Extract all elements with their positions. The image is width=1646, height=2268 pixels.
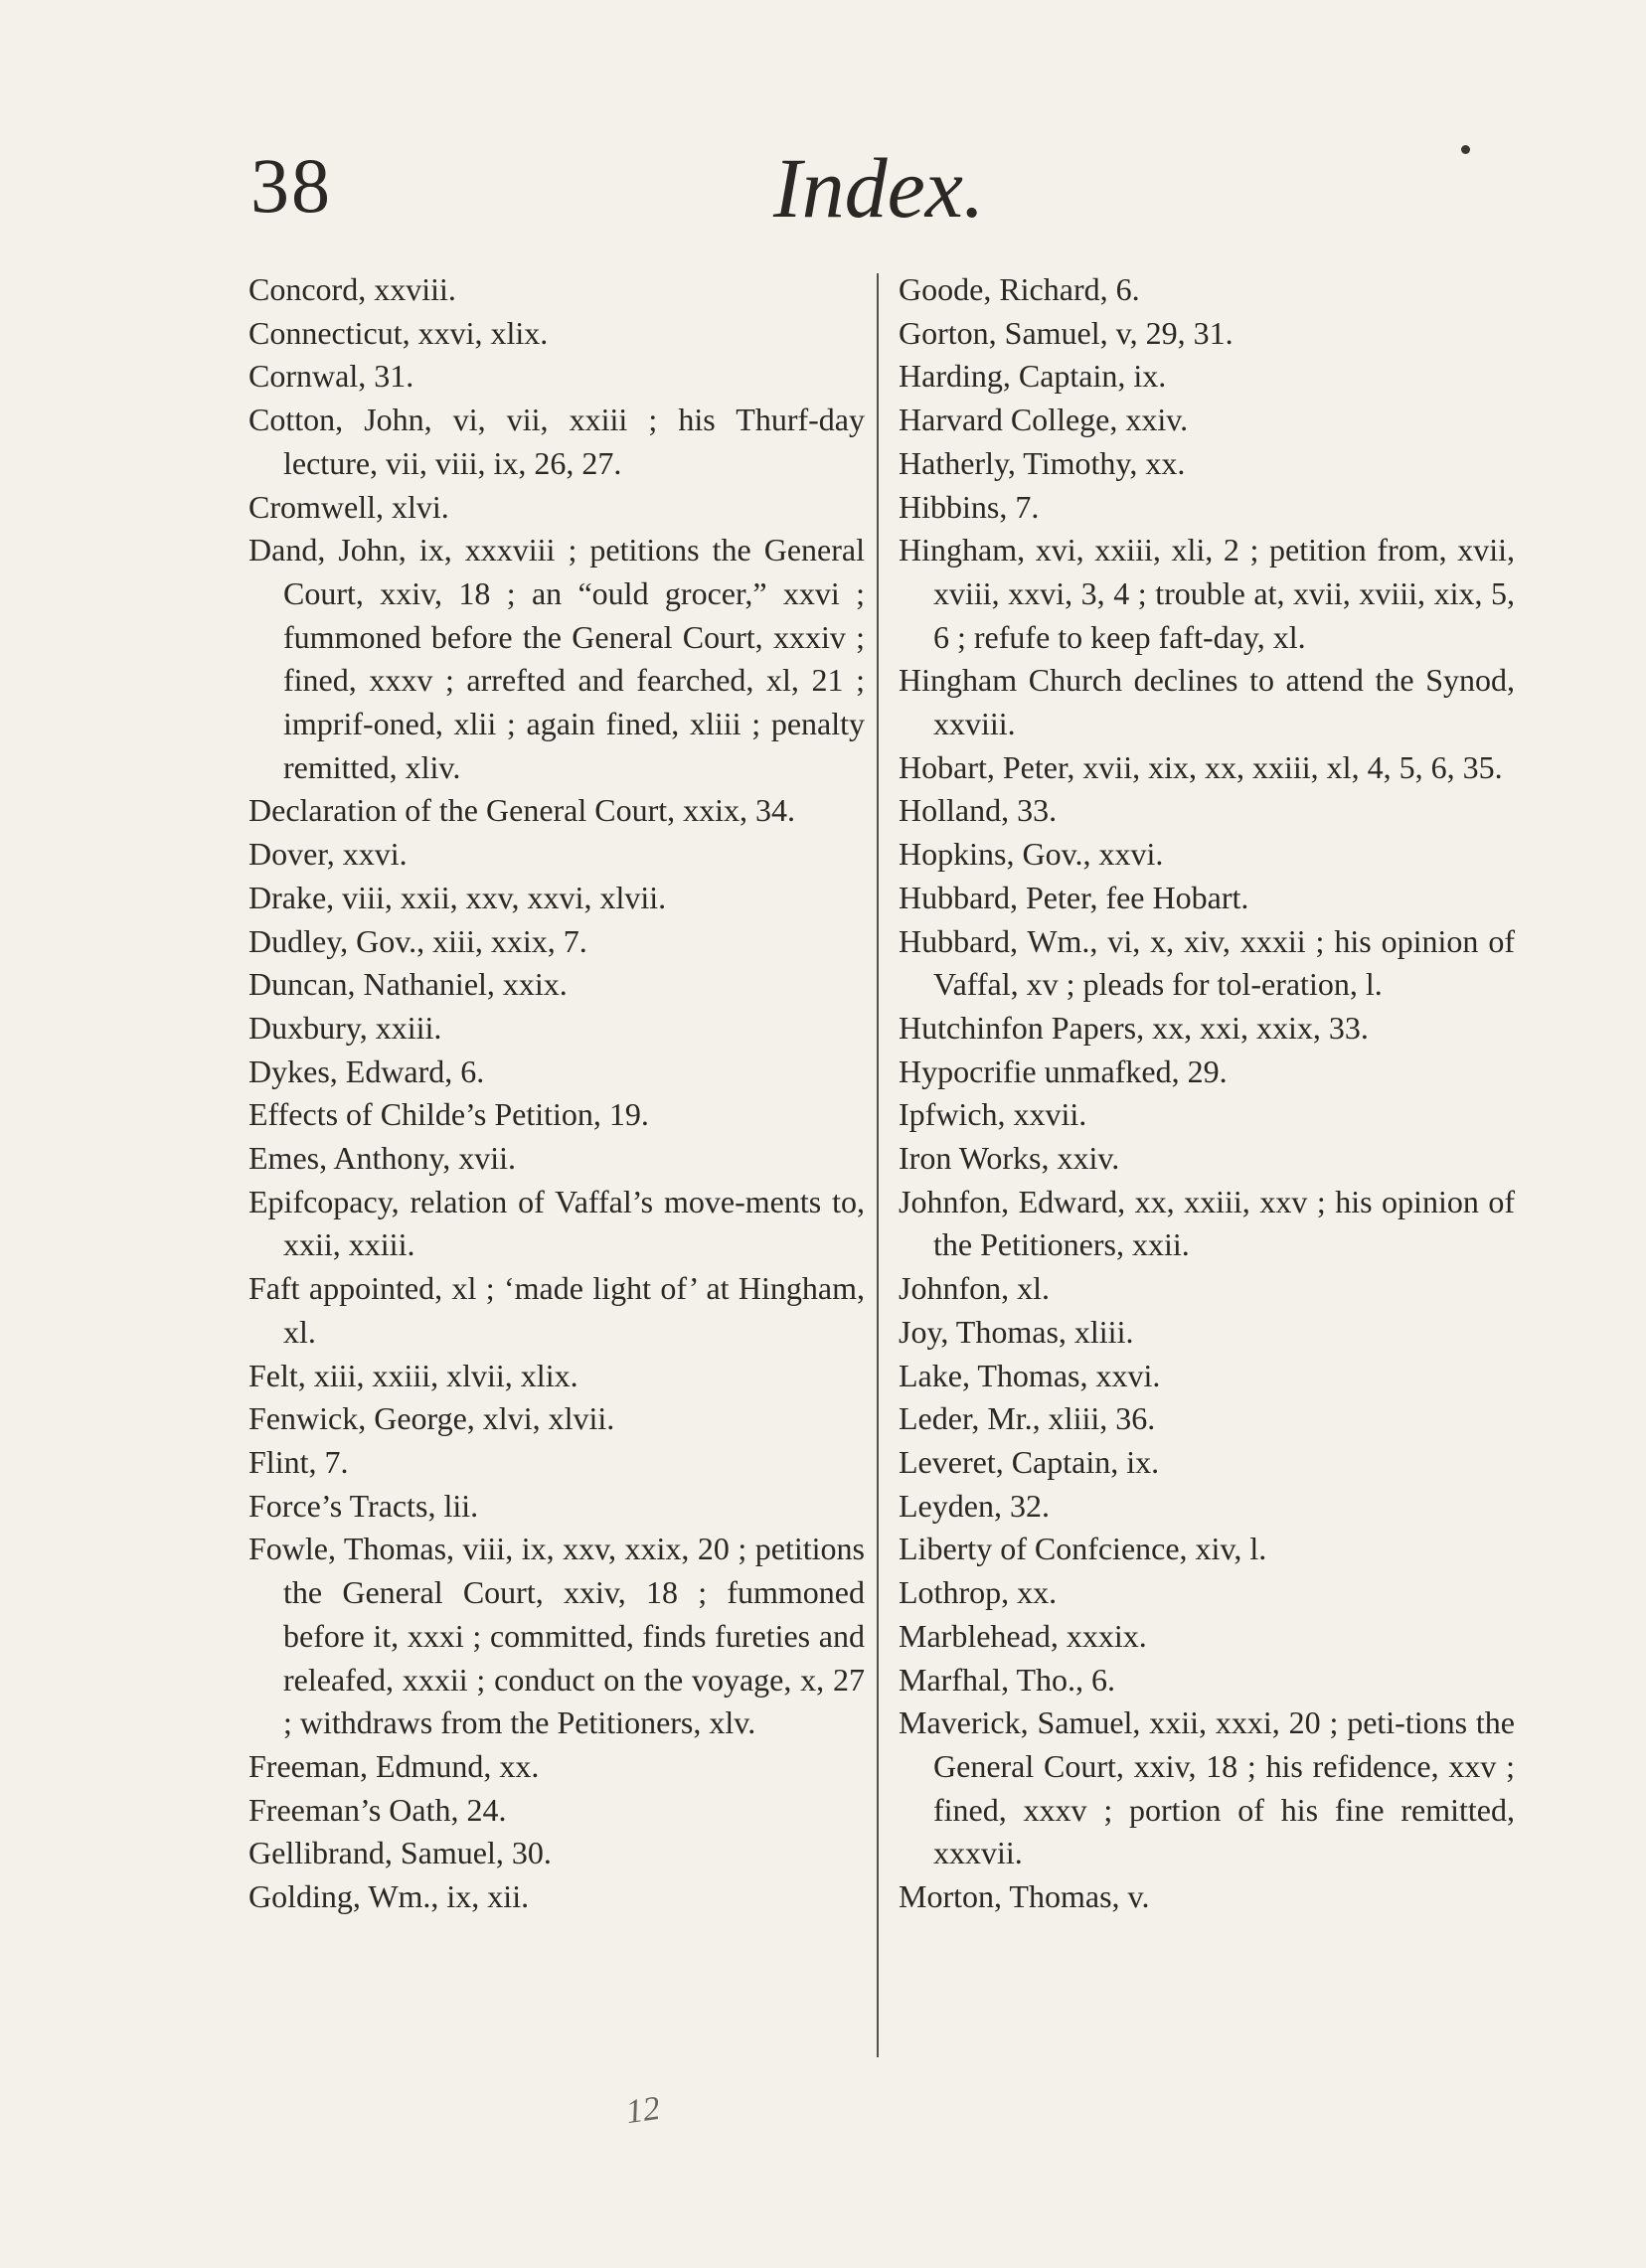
index-entry: Liberty of Confcience, xiv, l.	[899, 1531, 1267, 1567]
index-entry: Gellibrand, Samuel, 30.	[248, 1835, 552, 1871]
index-entry: Johnfon, xl.	[899, 1270, 1050, 1307]
index-entry: Epifcopacy, relation of Vaffal’s move-ments to, xxii, xxiii.	[248, 1183, 865, 1263]
index-entry: Dudley, Gov., xiii, xxix, 7.	[248, 922, 587, 959]
index-entry: Maverick, Samuel, xxii, xxxi, 20 ; peti-tions the General Court, xxiv, 18 ; his refidence, xxv ; fined, xxxv ; portion of his fine remitted, xxxvii.	[899, 1704, 1515, 1871]
index-entry: Fenwick, George, xlvi, xlvii.	[248, 1400, 615, 1437]
index-entry: Gorton, Samuel, v, 29, 31.	[899, 314, 1234, 351]
page-title: Index.	[773, 140, 985, 236]
index-entry: Iron Works, xxiv.	[899, 1140, 1120, 1177]
index-entry: Duncan, Nathaniel, xxix.	[248, 966, 568, 1003]
index-entry: Leveret, Captain, ix.	[899, 1443, 1160, 1480]
index-entry: Felt, xiii, xxiii, xlvii, xlix.	[248, 1357, 578, 1393]
index-entry: Force’s Tracts, lii.	[248, 1487, 479, 1524]
index-entry: Hatherly, Timothy, xx.	[899, 444, 1186, 481]
index-entry: Hubbard, Peter, fee Hobart.	[899, 879, 1249, 915]
index-entry: Duxbury, xxiii.	[248, 1009, 442, 1046]
index-entry: Drake, viii, xxii, xxv, xxvi, xlvii.	[248, 879, 667, 915]
index-entry: Cromwell, xlvi.	[248, 488, 449, 525]
ink-speck	[1461, 145, 1470, 154]
index-entry: Concord, xxviii.	[248, 271, 456, 307]
index-entry: Goode, Richard, 6.	[899, 271, 1140, 307]
index-entry: Holland, 33.	[899, 792, 1058, 829]
index-entry: Hypocrifie unmafked, 29.	[899, 1053, 1228, 1089]
index-entry: Lake, Thomas, xxvi.	[899, 1357, 1161, 1393]
index-entry: Ipfwich, xxvii.	[899, 1096, 1087, 1133]
index-entry: Johnfon, Edward, xx, xxiii, xxv ; his opinion of the Petitioners, xxii.	[899, 1183, 1515, 1263]
index-entry: Hingham Church declines to attend the Synod, xxviii.	[899, 662, 1515, 742]
index-entry: Emes, Anthony, xvii.	[248, 1140, 517, 1177]
index-entry: Freeman’s Oath, 24.	[248, 1791, 507, 1828]
column-divider	[877, 273, 879, 2057]
index-entry: Leyden, 32.	[899, 1487, 1050, 1524]
index-entry: Dand, John, ix, xxxviii ; petitions the General Court, xxiv, 18 ; an “ould grocer,” xxvi ; fummoned before the General Court, xxxiv ; fined, xxxv ; arrefted and fearched, xl, 21 ; imprif-oned, xlii ; again fined, xliii ; penalty remitted, xliv.	[248, 532, 865, 785]
index-entry: Declaration of the General Court, xxix, 34.	[248, 792, 796, 829]
index-entry: Connecticut, xxvi, xlix.	[248, 314, 549, 351]
index-entry: Hopkins, Gov., xxvi.	[899, 836, 1164, 873]
index-entry: Leder, Mr., xliii, 36.	[899, 1400, 1156, 1437]
index-entry: Hutchinfon Papers, xx, xxi, xxix, 33.	[899, 1009, 1369, 1046]
page-number: 38	[250, 142, 332, 229]
index-entry: Hingham, xvi, xxiii, xli, 2 ; petition from, xvii, xviii, xxvi, 3, 4 ; trouble at, xvii, xviii, xix, 5, 6 ; refufe to keep faft-day, xl.	[899, 532, 1515, 655]
index-entry: Marblehead, xxxix.	[899, 1617, 1147, 1654]
index-entry: Freeman, Edmund, xx.	[248, 1747, 540, 1784]
index-column-right	[899, 268, 1515, 1919]
index-entry: Flint, 7.	[248, 1443, 349, 1480]
index-entry: Fowle, Thomas, viii, ix, xxv, xxix, 20 ; petitions the General Court, xxiv, 18 ; fummoned before it, xxxi ; committed, finds fureties and releafed, xxxii ; conduct on the voyage, x, 27 ; withdraws from the Petitioners, xlv.	[248, 1531, 865, 1741]
index-entry: Marfhal, Tho., 6.	[899, 1661, 1116, 1698]
index-entry: Golding, Wm., ix, xii.	[248, 1878, 530, 1915]
index-entry: Harding, Captain, ix.	[899, 358, 1167, 395]
index-entry: Lothrop, xx.	[899, 1574, 1058, 1611]
index-entry: Harvard College, xxiv.	[899, 402, 1189, 438]
handwritten-page-mark: 12	[623, 2089, 663, 2132]
index-entry: Morton, Thomas, v.	[899, 1878, 1150, 1915]
index-entry: Cornwal, 31.	[248, 358, 414, 395]
index-entry: Hobart, Peter, xvii, xix, xx, xxiii, xl, 4, 5, 6, 35.	[899, 748, 1503, 785]
index-column-left	[248, 268, 865, 1919]
index-entry: Dykes, Edward, 6.	[248, 1053, 485, 1089]
index-entry: Hibbins, 7.	[899, 488, 1040, 525]
index-entry: Cotton, John, vi, vii, xxiii ; his Thurf-day lecture, vii, viii, ix, 26, 27.	[248, 402, 865, 481]
index-entry: Joy, Thomas, xliii.	[899, 1313, 1134, 1350]
index-entry: Faft appointed, xl ; ‘made light of’ at Hingham, xl.	[248, 1270, 865, 1350]
index-entry: Dover, xxvi.	[248, 836, 408, 873]
index-entry: Hubbard, Wm., vi, x, xiv, xxxii ; his opinion of Vaffal, xv ; pleads for tol-eration, l.	[899, 922, 1515, 1003]
index-entry: Effects of Childe’s Petition, 19.	[248, 1096, 649, 1133]
